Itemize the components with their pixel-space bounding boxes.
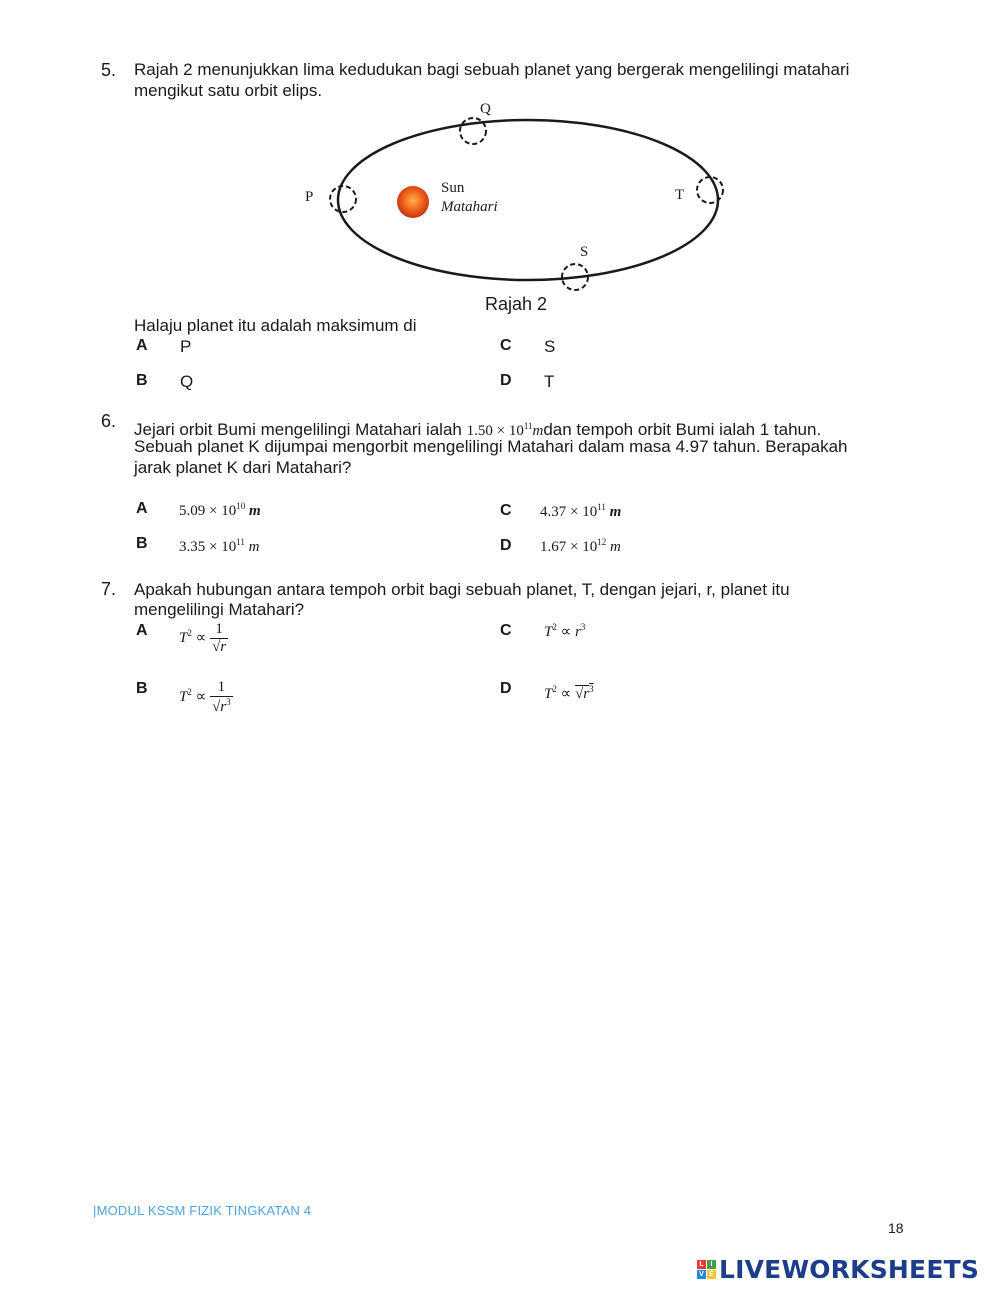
q6-option-b-letter: B [136,535,148,552]
q7-option-c-formula: $T^2 \propto r^3$ [544,622,586,640]
sun-icon [397,186,429,218]
q7-option-b-letter: B [136,680,148,697]
q5-option-a-letter: A [136,337,148,354]
q5-option-b-text: Q [180,372,194,391]
question-5-text-line2: mengikut satu orbit elips. [134,81,323,100]
orbit-ellipse [338,120,718,280]
q6-option-a-value: $5.09 \times 10^{10}$ m [179,501,261,519]
position-t-marker [697,177,723,203]
q7-option-b-formula: $T^2$ ∝ $\frac{1}{√r^3}$ [179,679,231,715]
label-p: P [305,189,314,205]
q7-option-a-letter: A [136,622,148,639]
q6-option-a-letter: A [136,500,148,517]
module-footer: |MODUL KSSM FIZIK TINGKATAN 4 [93,1203,312,1218]
orbit-diagram [290,95,750,300]
q5-option-c-text: S [544,337,556,356]
question-5-prompt: Halaju planet itu adalah maksimum di [134,316,417,335]
liveworksheets-logo-text: LIVEWORKSHEETS [719,1255,980,1284]
page-number: 18 [888,1220,904,1236]
liveworksheets-logo-icon: L I V E [697,1260,716,1279]
q7-option-d-formula: $T^2 \propto √r^3$ [544,684,594,702]
q7-option-d-letter: D [500,680,512,697]
label-q: Q [480,101,491,117]
q7-option-a-formula: $T^2$ ∝ $\frac{1}{√r}$ [179,621,227,655]
question-5-number: 5. [101,60,117,80]
q6-option-b-value: $3.35 \times 10^{11}$ m [179,537,260,555]
q7-option-c-letter: C [500,622,512,639]
q6-option-d-value: $1.67 \times 10^{12}$ m [540,537,621,555]
q6-line1-pre: Jejari orbit Bumi mengelilingi Matahari ialah [134,420,462,439]
q5-option-b-letter: B [136,372,148,389]
question-5-text-line1: Rajah 2 menunjukkan lima kedudukan bagi sebuah planet yang bergerak mengelilingi matahari [134,60,850,79]
liveworksheets-logo[interactable] [697,1255,979,1284]
q6-option-d-letter: D [500,537,512,554]
label-t: T [675,187,685,203]
diagram-caption: Rajah 2 [485,294,548,314]
q5-option-c-letter: C [500,337,512,354]
question-6-text-line3: jarak planet K dari Matahari? [134,458,352,477]
q5-option-d-text: T [544,372,555,391]
q6-line1-post: dan tempoh orbit Bumi ialah 1 tahun. [543,420,822,439]
q5-option-a-text: P [180,337,192,356]
question-7-text-line1: Apakah hubungan antara tempoh orbit bagi sebuah planet, T, dengan jejari, r, planet itu [134,580,790,599]
q5-option-d-letter: D [500,372,512,389]
question-6-text-line2: Sebuah planet K dijumpai mengorbit mengelilingi Matahari dalam masa 4.97 tahun. Berapakah [134,437,848,456]
label-matahari: Matahari [441,199,498,215]
position-p-marker [330,186,356,212]
q6-option-c-value: $4.37 \times 10^{11}$ m [540,502,622,520]
question-7-number: 7. [101,579,117,599]
question-7-text-line2: mengelilingi Matahari? [134,600,305,619]
label-s: S [580,244,589,260]
q6-earth-radius: $1.50 \times 10^{11}m$ [466,421,544,439]
q6-option-c-letter: C [500,502,512,519]
question-6-number: 6. [101,411,117,431]
label-sun: Sun [441,180,465,196]
